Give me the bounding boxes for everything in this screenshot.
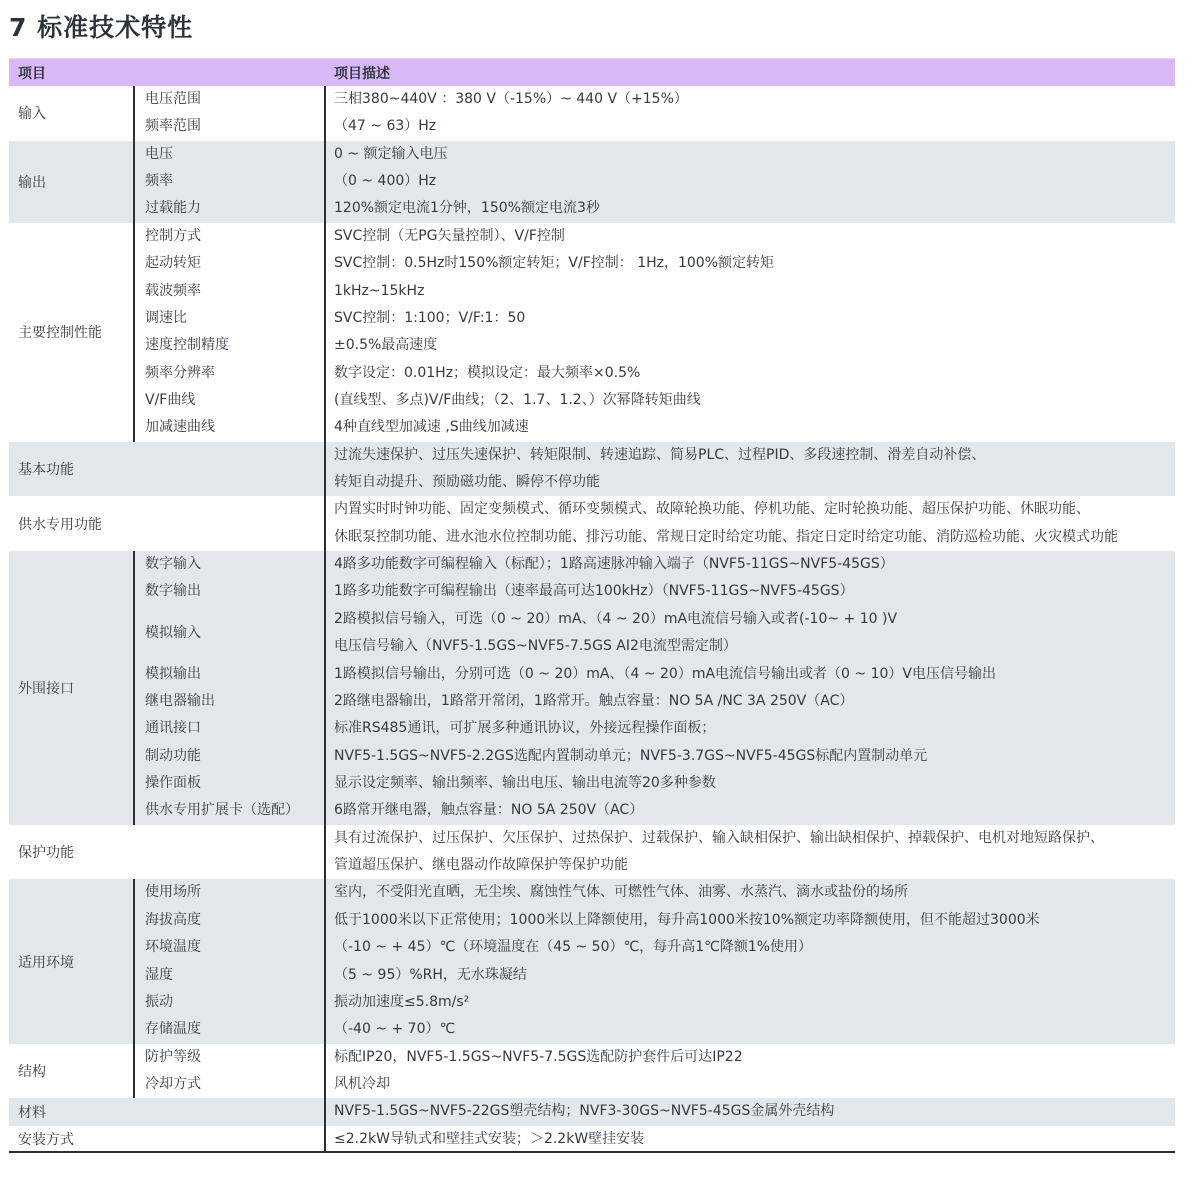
description-column-divider: [324, 551, 326, 825]
table-body: [9, 86, 1175, 1153]
row-description: 电压信号输入（NVF5-1.5GS~NVF5-7.5GS AI2电流型需定制）: [334, 638, 737, 655]
row-subitem: 频率范围: [145, 118, 201, 135]
row-subitem: 模拟输出: [145, 665, 201, 682]
row-subitem: 湿度: [145, 966, 173, 983]
table-group: [9, 1126, 1175, 1153]
description-column-divider: [324, 141, 326, 223]
page-title: 7 标准技术特性: [9, 13, 194, 42]
row-subitem: 频率: [145, 173, 173, 190]
table-group: [9, 879, 1175, 1043]
description-column-divider: [324, 1098, 326, 1125]
group-name: 输入: [18, 106, 46, 123]
group-name: 适用环境: [18, 954, 74, 971]
row-description: ±0.5%最高速度: [334, 337, 438, 354]
group-name: 保护功能: [18, 845, 74, 862]
row-subitem: 操作面板: [145, 774, 201, 791]
spec-table: [9, 58, 1175, 1153]
row-description: 0 ~ 额定输入电压: [334, 145, 448, 162]
table-group: [9, 825, 1175, 880]
row-description: 具有过流保护、过压保护、欠压保护、过热保护、过载保护、输入缺相保护、输出缺相保护、掉载保护、电机对地短路保护、: [334, 829, 1104, 846]
row-description: 内置实时时钟功能、固定变频模式、循环变频模式、故障轮换功能、停机功能、定时轮换功能、超压保护功能、休眠功能、: [334, 501, 1090, 518]
row-description: 标准RS485通讯，可扩展多种通讯协议，外接远程操作面板；: [334, 720, 716, 737]
row-subitem-merged: 模拟输入: [145, 624, 201, 641]
group-name: 输出: [18, 174, 46, 191]
table-group: [9, 496, 1175, 551]
row-description: 振动加速度≤5.8m/s²: [334, 993, 470, 1010]
row-subitem: 环境温度: [145, 939, 201, 956]
row-description: 4种直线型加减速 ,S曲线加减速: [334, 419, 529, 436]
table-group: [9, 1098, 1175, 1125]
table-group: [9, 442, 1175, 497]
row-description: 风机冷却: [334, 1075, 390, 1092]
table-bottom-rule: [9, 1151, 1175, 1153]
sub-column-divider: [133, 223, 135, 442]
row-description: （0 ~ 400）Hz: [334, 173, 437, 190]
row-description: (直线型、多点)V/F曲线；（2、1.7、1.2、）次幂降转矩曲线: [334, 391, 701, 408]
row-description: 4路多功能数字可编程输入（标配）；1路高速脉冲输入端子（NVF5-11GS~NVF5-45GS）: [334, 556, 894, 573]
description-column-divider: [324, 86, 326, 141]
group-name: 供水专用功能: [18, 516, 102, 533]
sub-column-divider: [133, 86, 135, 141]
row-subitem: 数字输入: [145, 556, 201, 573]
row-description: 显示设定频率、输出频率、输出电压、输出电流等20多种参数: [334, 774, 716, 791]
row-description: 室内，不受阳光直晒，无尘埃、腐蚀性气体、可燃性气体、油雾、水蒸汽、滴水或盐份的场所: [334, 884, 908, 901]
row-subitem: 数字输出: [145, 583, 201, 600]
row-description: 管道超压保护、继电器动作故障保护等保护功能: [334, 857, 628, 874]
table-group: [9, 551, 1175, 825]
row-description: 2路继电器输出，1路常开常闭，1路常开。触点容量：NO 5A /NC 3A 250V（AC）: [334, 692, 854, 709]
row-subitem: 加减速曲线: [145, 419, 215, 436]
row-subitem: 冷却方式: [145, 1075, 201, 1092]
row-description: 1路多功能数字可编程输出（速率最高可达100kHz）（NVF5-11GS~NVF5-45GS）: [334, 583, 854, 600]
row-description: 低于1000米以下正常使用；1000米以上降额使用，每升高1000米按10%额定功率降额使用，但不能超过3000米: [334, 911, 1040, 928]
row-subitem: 控制方式: [145, 227, 201, 244]
description-column-divider: [324, 1126, 326, 1153]
description-column-divider: [324, 879, 326, 1043]
row-subitem: 继电器输出: [145, 692, 215, 709]
sub-column-divider: [133, 141, 135, 223]
row-subitem: 电压范围: [145, 91, 201, 107]
row-description: 三相380~440V ：380 V（-15%）~ 440 V（+15%）: [334, 91, 688, 107]
row-description: NVF5-1.5GS~NVF5-22GS塑壳结构；NVF3-30GS~NVF5-45GS金属外壳结构: [334, 1103, 835, 1120]
header-description: 项目描述: [334, 66, 390, 82]
description-column-divider: [324, 825, 326, 880]
description-column-divider: [324, 223, 326, 442]
row-subitem: 调速比: [145, 309, 187, 326]
row-subitem: 过载能力: [145, 200, 201, 217]
table-group: [9, 1044, 1175, 1099]
description-column-divider: [324, 442, 326, 497]
row-description: SVC控制（无PG矢量控制）、V/F控制: [334, 227, 565, 244]
row-description: 1路模拟信号输出，分别可选（0 ~ 20）mA、（4 ~ 20）mA电流信号输出或者（0 ~ 10）V电压信号输出: [334, 665, 996, 682]
table-header: [9, 58, 1175, 86]
row-description: （5 ~ 95）%RH，无水珠凝结: [334, 966, 527, 983]
sub-column-divider: [133, 1044, 135, 1099]
row-subitem: V/F曲线: [145, 391, 196, 408]
row-description: 标配IP20，NVF5-1.5GS~NVF5-7.5GS选配防护套件后可达IP22: [334, 1048, 743, 1065]
row-subitem: 供水专用扩展卡（选配）: [145, 802, 299, 819]
group-name: 主要控制性能: [18, 325, 102, 342]
row-subitem: 海拔高度: [145, 911, 201, 928]
group-name: 安装方式: [18, 1132, 74, 1149]
row-subitem: 电压: [145, 145, 173, 162]
row-subitem: 通讯接口: [145, 720, 201, 737]
header-item: 项目: [18, 66, 46, 82]
group-name: 结构: [18, 1063, 46, 1080]
row-description: 2路模拟信号输入，可选（0 ~ 20）mA、（4 ~ 20）mA电流信号输入或者(-10~ + 10 )V: [334, 610, 898, 627]
row-description: 120%额定电流1分钟，150%额定电流3秒: [334, 200, 600, 217]
description-column-divider: [324, 1044, 326, 1099]
row-description: 6路常开继电器，触点容量：NO 5A 250V（AC）: [334, 802, 644, 819]
row-description: 休眠泵控制功能、进水池水位控制功能、排污功能、常规日定时给定功能、指定日定时给定功能、消防巡检功能、火灾模式功能: [334, 528, 1118, 545]
row-subitem: 频率分辨率: [145, 364, 215, 381]
row-subitem: 速度控制精度: [145, 337, 229, 354]
row-subitem: 防护等级: [145, 1048, 201, 1065]
row-subitem: 使用场所: [145, 884, 201, 901]
row-description: （-40 ~ + 70）℃: [334, 1021, 456, 1038]
table-group: [9, 223, 1175, 442]
row-subitem: 起动转矩: [145, 255, 201, 272]
group-name: 材料: [18, 1104, 46, 1121]
row-subitem: 存储温度: [145, 1021, 201, 1038]
description-column-divider: [324, 496, 326, 551]
row-description: ≤2.2kW导轨式和壁挂式安装；＞2.2kW壁挂安装: [334, 1130, 645, 1147]
row-description: （-10 ~ + 45）℃（环境温度在（45 ~ 50）℃，每升高1℃降额1%使用）: [334, 939, 813, 956]
group-name: 基本功能: [18, 462, 74, 479]
row-description: 转矩自动提升、预励磁功能、瞬停不停功能: [334, 474, 600, 491]
row-description: （47 ~ 63）Hz: [334, 118, 437, 135]
row-description: SVC控制：1:100；V/F:1：50: [334, 309, 526, 326]
row-subitem: 制动功能: [145, 747, 201, 764]
row-description: 1kHz~15kHz: [334, 282, 425, 299]
table-group: [9, 141, 1175, 223]
row-description: 数字设定：0.01Hz；模拟设定：最大频率×0.5%: [334, 364, 641, 381]
sub-column-divider: [133, 879, 135, 1043]
sub-column-divider: [133, 551, 135, 825]
row-description: NVF5-1.5GS~NVF5-2.2GS选配内置制动单元；NVF5-3.7GS~NVF5-45GS标配内置制动单元: [334, 747, 928, 764]
row-subitem: 振动: [145, 993, 173, 1010]
row-subitem: 载波频率: [145, 282, 201, 299]
row-description: SVC控制：0.5Hz时150%额定转矩；V/F控制： 1Hz，100%额定转矩: [334, 255, 775, 272]
row-description: 过流失速保护、过压失速保护、转矩限制、转速追踪、简易PLC、过程PID、多段速控制、滑差自动补偿、: [334, 446, 986, 463]
table-group: [9, 86, 1175, 141]
group-name: 外围接口: [18, 680, 74, 697]
